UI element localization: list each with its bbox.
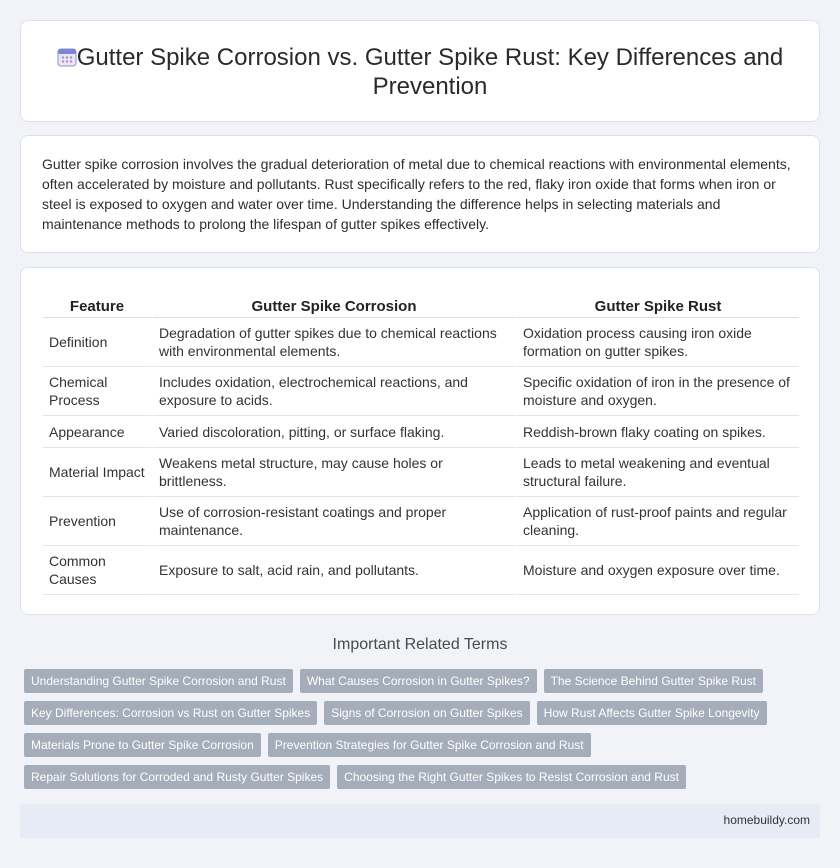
table-cell: Leads to metal weakening and eventual structural failure.	[517, 448, 799, 497]
related-term-tag[interactable]: Key Differences: Corrosion vs Rust on Gutter Spikes	[24, 701, 317, 725]
title-card	[20, 20, 820, 122]
table-cell: Degradation of gutter spikes due to chemical reactions with environmental elements.	[153, 318, 517, 367]
footer	[20, 804, 820, 838]
table-cell: Reddish-brown flaky coating on spikes.	[517, 416, 799, 448]
related-term-tag[interactable]: Understanding Gutter Spike Corrosion and Rust	[24, 669, 293, 693]
table-cell: Varied discoloration, pitting, or surface flaking.	[153, 416, 517, 448]
table-cell: Specific oxidation of iron in the presence of moisture and oxygen.	[517, 367, 799, 416]
table-cell: Moisture and oxygen exposure over time.	[517, 546, 799, 595]
table-cell: Oxidation process causing iron oxide formation on gutter spikes.	[517, 318, 799, 367]
table-cell: Includes oxidation, electrochemical reactions, and exposure to acids.	[153, 367, 517, 416]
tag-row	[24, 733, 598, 757]
table-cell: Common Causes	[43, 546, 153, 595]
table-cell: Weakens metal structure, may cause holes or brittleness.	[153, 448, 517, 497]
related-term-tag[interactable]: Choosing the Right Gutter Spikes to Resist Corrosion and Rust	[337, 765, 686, 789]
table-cell: Use of corrosion-resistant coatings and proper maintenance.	[153, 497, 517, 546]
page-title: Gutter Spike Corrosion vs. Gutter Spike Rust: Key Differences and Prevention	[76, 44, 784, 100]
table-row	[43, 416, 799, 448]
table-cell: Prevention	[43, 497, 153, 546]
related-term-tag[interactable]: Repair Solutions for Corroded and Rusty Gutter Spikes	[24, 765, 330, 789]
related-terms-heading: Important Related Terms	[332, 636, 508, 653]
table-row	[43, 546, 799, 595]
related-term-tag[interactable]: Signs of Corrosion on Gutter Spikes	[324, 701, 529, 725]
table-row	[43, 367, 799, 416]
intro-card	[20, 135, 820, 253]
footer-site-link[interactable]: homebuildy.com	[723, 813, 810, 827]
tag-row	[24, 669, 770, 693]
intro-paragraph: Gutter spike corrosion involves the gradual deterioration of metal due to chemical reactions with environmental elements, often accelerated by moisture and pollutants. Rust specifically refers to the red, flaky iron oxide that forms when iron or steel is exposed to oxygen and water over time. Understanding the difference helps in selecting materials and maintenance methods to prolong the lifespan of gutter spikes effectively.	[42, 156, 791, 232]
column-header: Gutter Spike Rust	[517, 296, 799, 318]
related-term-tag[interactable]: How Rust Affects Gutter Spike Longevity	[537, 701, 767, 725]
table-row	[43, 318, 799, 367]
table-cell: Material Impact	[43, 448, 153, 497]
related-term-tag[interactable]: What Causes Corrosion in Gutter Spikes?	[300, 669, 537, 693]
tag-row	[24, 765, 693, 789]
column-header: Feature	[43, 296, 153, 318]
table-cell: Chemical Process	[43, 367, 153, 416]
related-term-tag[interactable]: Prevention Strategies for Gutter Spike Corrosion and Rust	[268, 733, 591, 757]
comparison-card	[20, 267, 820, 615]
related-term-tag[interactable]: The Science Behind Gutter Spike Rust	[544, 669, 763, 693]
table-row	[43, 497, 799, 546]
comparison-table	[43, 296, 799, 595]
table-header-row	[43, 296, 799, 318]
related-term-tag[interactable]: Materials Prone to Gutter Spike Corrosion	[24, 733, 261, 757]
table-cell: Definition	[43, 318, 153, 367]
table-cell: Application of rust-proof paints and regular cleaning.	[517, 497, 799, 546]
table-cell: Exposure to salt, acid rain, and pollutants.	[153, 546, 517, 595]
column-header: Gutter Spike Corrosion	[153, 296, 517, 318]
tag-row	[24, 701, 774, 725]
table-row	[43, 448, 799, 497]
table-cell: Appearance	[43, 416, 153, 448]
